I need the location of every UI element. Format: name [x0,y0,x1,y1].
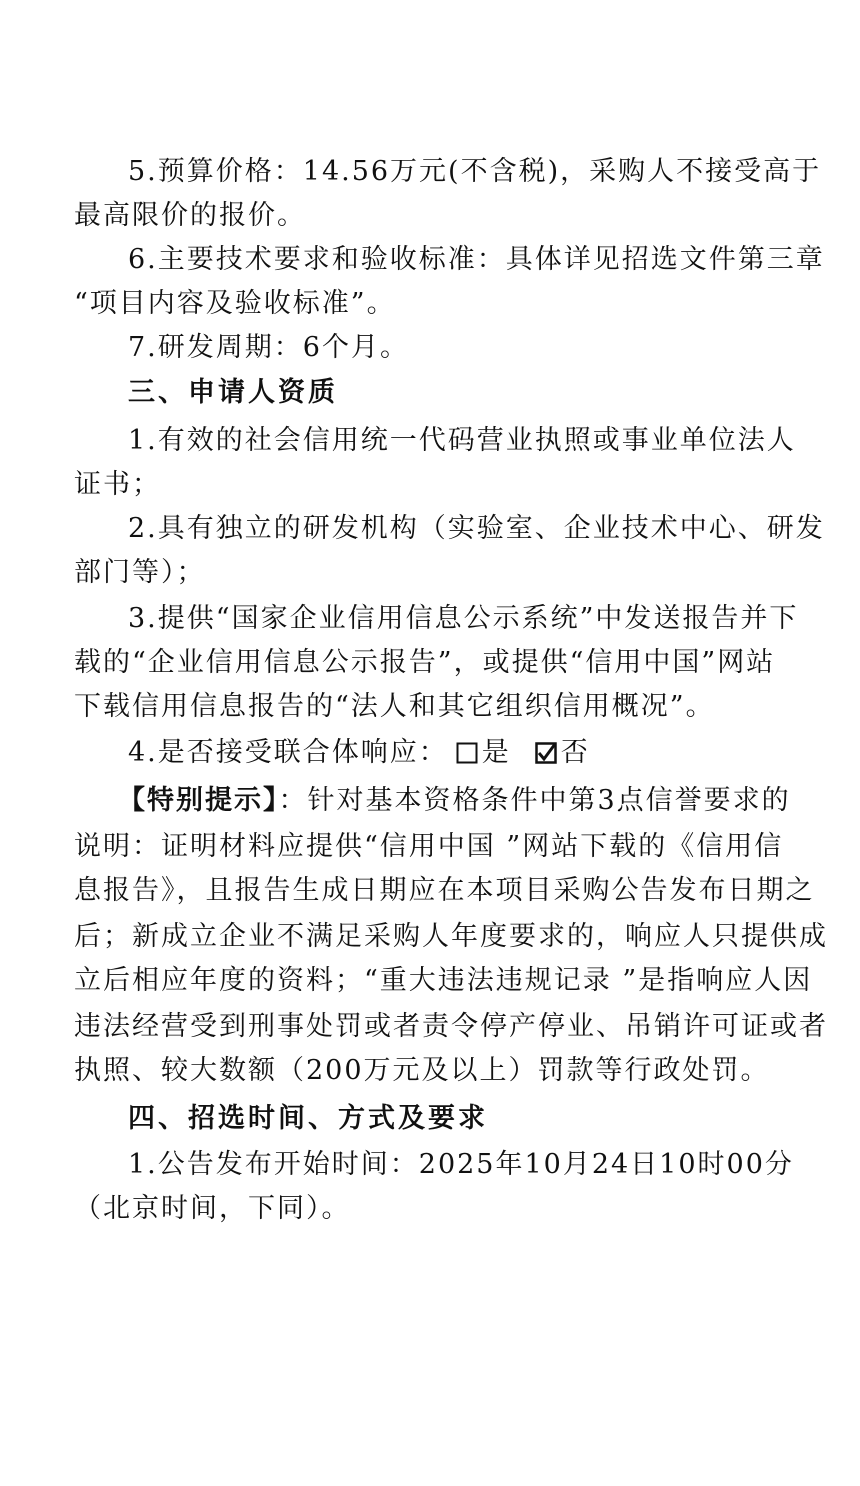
checkbox-no-label: 否 [560,737,590,768]
qualification-item-2: 2.具有独立的研发机构（实验室、企业技术中心、研发 [128,513,825,544]
section-heading-selection-time: 四、招选时间、方式及要求 [128,1103,488,1134]
consortium-line [128,731,590,775]
special-note-line [118,779,791,823]
dev-period-line: 7.研发周期：6个月。 [128,332,409,363]
announcement-start-time-cont: （北京时间，下同）。 [74,1193,351,1224]
qualification-item-3-cont-2: 下载信用信息报告的“法人和其它组织信用概况”。 [74,691,715,722]
special-note-cont-5: 违法经营受到刑事处罚或者责令停产停业、吊销许可证或者 [74,1011,828,1042]
special-note-cont-6: 执照、较大数额（200万元及以上）罚款等行政处罚。 [74,1055,770,1086]
special-note-cont-3: 后；新成立企业不满足采购人年度要求的，响应人只提供成 [74,921,828,952]
qualification-item-2-cont: 部门等）； [74,557,206,588]
checkbox-yes[interactable] [456,742,478,764]
special-note-cont-1: 说明：证明材料应提供“信用中国 ”网站下载的《信用信 [74,831,784,862]
consortium-question: 4.是否接受联合体响应： [128,737,448,768]
tech-requirements-line: 6.主要技术要求和验收标准：具体详见招选文件第三章 [128,244,825,275]
qualification-item-1: 1.有效的社会信用统一代码营业执照或事业单位法人 [128,425,796,456]
section-heading-applicant-qualification: 三、申请人资质 [128,377,338,408]
announcement-start-time: 1.公告发布开始时间：2025年10月24日10时00分 [128,1149,794,1180]
budget-line: 5.预算价格：14.56万元(不含税)，采购人不接受高于 [128,156,822,187]
special-note-text: ：针对基本资格条件中第3点信誉要求的 [278,785,791,816]
qualification-item-3: 3.提供“国家企业信用信息公示系统”中发送报告并下 [128,603,799,634]
special-note-cont-2: 息报告》，且报告生成日期应在本项目采购公告发布日期之 [74,875,815,906]
budget-line-cont: 最高限价的报价。 [74,200,306,231]
special-note-cont-4: 立后相应年度的资料；“重大违法违规记录 ”是指响应人因 [74,965,813,996]
checkbox-yes-label: 是 [481,737,511,768]
special-note-label: 【特别提示】 [118,785,279,816]
qualification-item-3-cont-1: 载的“企业信用信息公示报告”，或提供“信用中国”网站 [74,647,776,678]
tech-requirements-line-cont: “项目内容及验收标准”。 [74,288,396,319]
checkbox-no-checked[interactable] [535,742,557,764]
qualification-item-1-cont: 证书； [74,469,161,500]
